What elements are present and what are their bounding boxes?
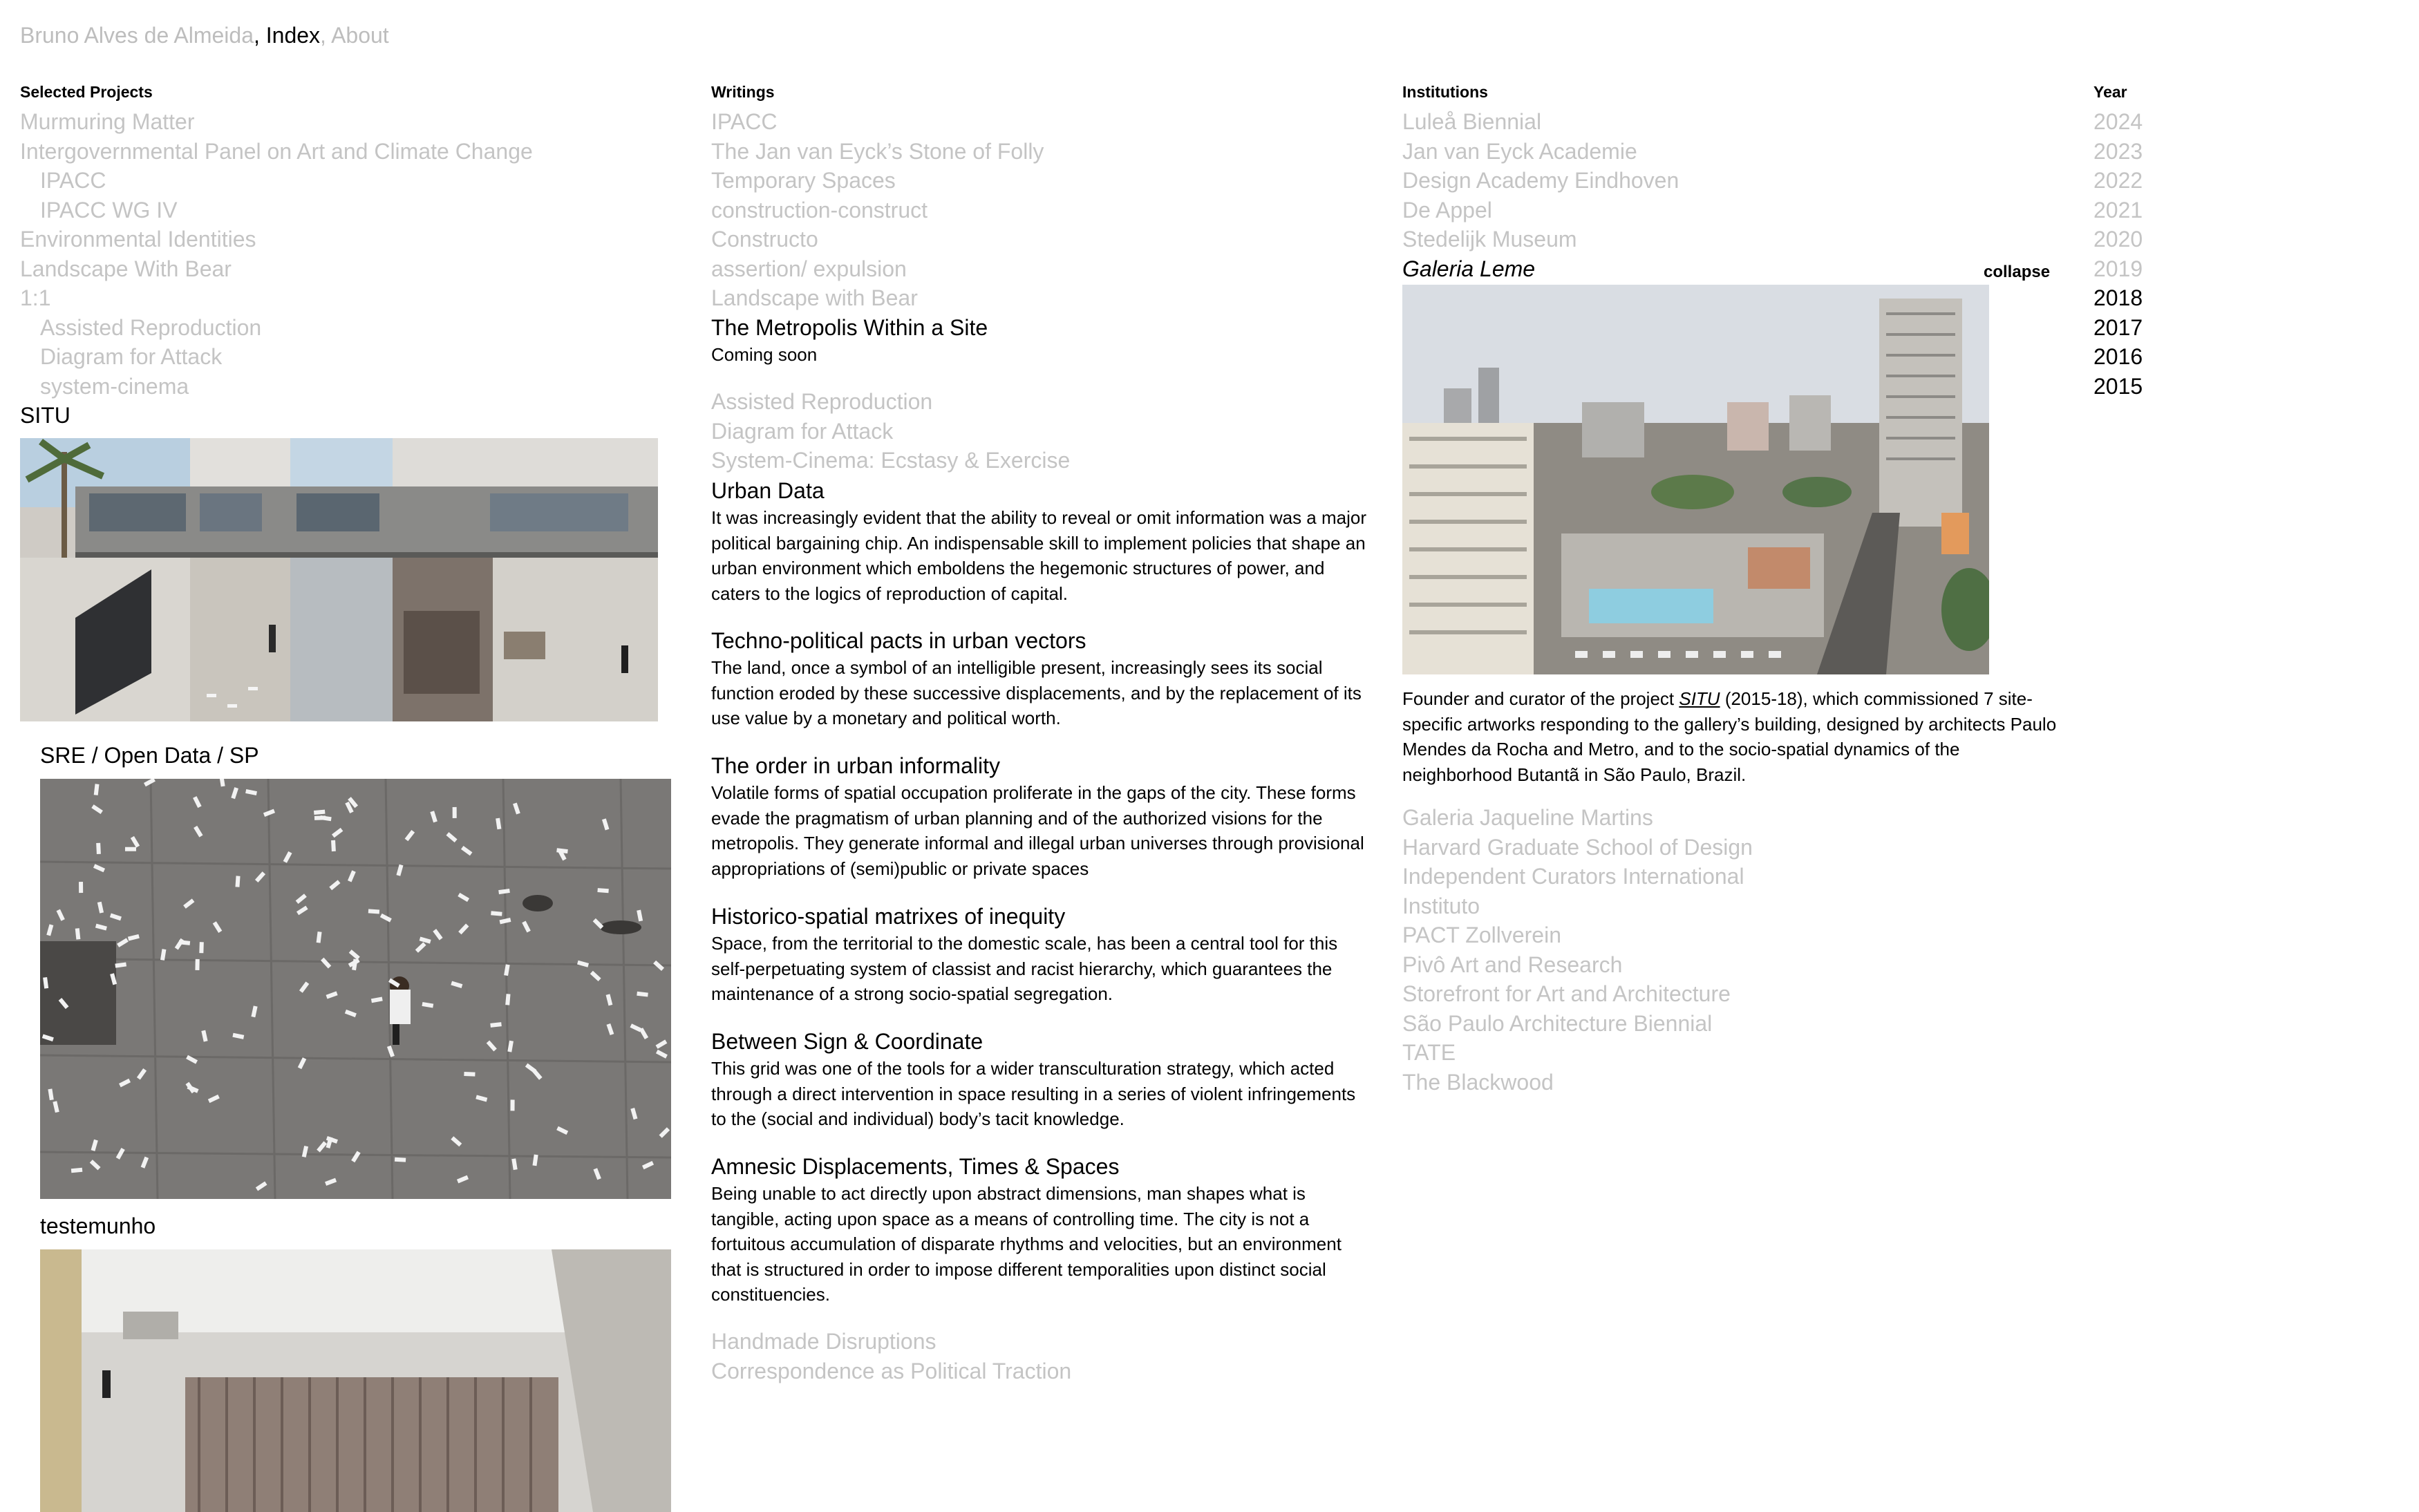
year-item[interactable]: 2024: [2093, 109, 2143, 134]
project-item[interactable]: system-cinema: [40, 373, 189, 399]
section-body: Being unable to act directly upon abstract dimensions, man shapes what is tangible, acting upon space as a means of controlling time. The city is not a fortuitous accumulation of disparate rhythms and velocities, but an environment that is structured in order to impose different temporalities upon distinct social constituencies.: [711, 1183, 1342, 1305]
institution-item[interactable]: Harvard Graduate School of Design: [1402, 834, 1753, 860]
section-title: Techno-political pacts in urban vectors: [711, 628, 1086, 653]
project-item[interactable]: Intergovernmental Panel on Art and Climate Change: [20, 138, 533, 164]
institution-item-active[interactable]: Galeria Leme: [1402, 256, 1536, 281]
year-item-active[interactable]: 2018: [2093, 285, 2143, 310]
year-list: [2093, 107, 2143, 401]
year-item[interactable]: 2022: [2093, 168, 2143, 193]
project-item[interactable]: Murmuring Matter: [20, 109, 195, 134]
institution-item[interactable]: Jan van Eyck Academie: [1402, 138, 1637, 164]
writing-item[interactable]: Temporary Spaces: [711, 168, 896, 193]
writing-item[interactable]: IPACC: [711, 109, 778, 134]
sre-image[interactable]: [40, 779, 671, 1199]
project-item[interactable]: Assisted Reproduction: [40, 314, 262, 340]
writings-list-middle: [711, 387, 1070, 475]
writing-item[interactable]: Landscape with Bear: [711, 285, 918, 310]
project-item[interactable]: Landscape With Bear: [20, 256, 232, 281]
section-body: The land, once a symbol of an intelligible present, increasingly sees its social function eroded by these successive displacements, and by the replacement of its use value by a monetary and political worth.: [711, 657, 1362, 728]
institution-item[interactable]: Luleå Biennial: [1402, 109, 1542, 134]
institution-caption: [1402, 686, 2059, 787]
nav-index[interactable]: Index: [265, 23, 321, 48]
situ-link[interactable]: SITU: [1679, 688, 1720, 709]
top-nav: [20, 23, 389, 48]
nav-about[interactable]: About: [331, 23, 389, 48]
year-item-active[interactable]: 2017: [2093, 314, 2143, 340]
institutions-list-top: [1402, 107, 1679, 283]
institutions-list-bottom: [1402, 803, 1753, 1097]
section-body: This grid was one of the tools for a wider transculturation strategy, which acted through a direct intervention in space resulting in a series of violent infringements to the (social and individual) body’s tacit knowledge.: [711, 1058, 1356, 1129]
institution-item[interactable]: São Paulo Architecture Biennial: [1402, 1010, 1713, 1036]
caption-text-post: (2015-18), which commissioned 7 site-specific artworks responding to the gallery’s building, designed by architects Paulo Mendes da Rocha and Metro, and to the socio-spatial dynamics of the neighborhood Butantã in São Paulo, Brazil.: [1402, 688, 2057, 785]
year-item[interactable]: 2020: [2093, 227, 2143, 252]
nav-name[interactable]: Bruno Alves de Almeida: [20, 23, 254, 48]
section-body: Volatile forms of spatial occupation proliferate in the gaps of the city. These forms evade the pragmatism of urban planning and of the authorized visions for the metropolis. They generate informal and illegal urban universes through provisional appropriations of (semi)public or private spaces: [711, 782, 1364, 879]
project-sub-sre[interactable]: SRE / Open Data / SP: [40, 743, 259, 768]
project-item[interactable]: 1:1: [20, 285, 51, 310]
writing-item[interactable]: System-Cinema: Ecstasy & Exercise: [711, 448, 1071, 473]
project-item[interactable]: Environmental Identities: [20, 227, 256, 252]
projects-list: [20, 107, 533, 431]
institution-item[interactable]: PACT Zollverein: [1402, 923, 1561, 947]
nav-separator-2: ,: [320, 23, 326, 48]
institution-item[interactable]: Design Academy Eindhoven: [1402, 168, 1679, 193]
year-item[interactable]: 2019: [2093, 256, 2143, 281]
institution-item[interactable]: Instituto: [1402, 893, 1480, 918]
writing-item[interactable]: assertion/ expulsion: [711, 256, 907, 281]
column-header-writings: Writings: [711, 83, 775, 101]
institution-item[interactable]: Pivô Art and Research: [1402, 952, 1623, 977]
institution-item[interactable]: De Appel: [1402, 197, 1492, 223]
year-item[interactable]: 2021: [2093, 197, 2143, 223]
collapse-button[interactable]: collapse: [1984, 263, 2051, 281]
institution-item[interactable]: Galeria Jaqueline Martins: [1402, 805, 1653, 830]
coming-soon-text: Coming soon: [711, 344, 818, 365]
galeria-leme-image[interactable]: [1402, 285, 1989, 674]
writing-item[interactable]: Handmade Disruptions: [711, 1329, 936, 1354]
project-item-situ[interactable]: SITU: [20, 403, 70, 428]
institution-item[interactable]: The Blackwood: [1402, 1069, 1554, 1095]
nav-separator: ,: [253, 23, 260, 48]
writings-list-top: [711, 107, 1044, 342]
institution-item[interactable]: Stedelijk Museum: [1402, 227, 1577, 252]
project-item[interactable]: Diagram for Attack: [40, 344, 223, 369]
writings-list-bottom: [711, 1327, 1071, 1386]
section-title: Urban Data: [711, 478, 825, 503]
year-item-active[interactable]: 2015: [2093, 373, 2143, 399]
writing-item-active[interactable]: The Metropolis Within a Site: [711, 314, 988, 340]
year-item[interactable]: 2023: [2093, 138, 2143, 164]
section-body: It was increasingly evident that the ability to reveal or omit information was a major political bargaining chip. An indispensable skill to implement policies that shape an urban environment which emboldens the hegemonic structures of power, and caters to the logics of reproduction of capital.: [711, 507, 1366, 604]
section-title: The order in urban informality: [711, 753, 1000, 778]
caption-text-pre: Founder and curator of the project: [1402, 688, 1679, 709]
year-item-active[interactable]: 2016: [2093, 344, 2143, 369]
project-sub-testemunho[interactable]: testemunho: [40, 1213, 156, 1238]
writing-item[interactable]: Assisted Reproduction: [711, 389, 933, 414]
institution-item[interactable]: TATE: [1402, 1040, 1456, 1065]
column-header-year: Year: [2093, 83, 2127, 101]
writing-item[interactable]: Constructo: [711, 227, 818, 252]
situ-image[interactable]: [20, 438, 658, 721]
writing-item[interactable]: construction-construct: [711, 197, 928, 223]
section-title: Amnesic Displacements, Times & Spaces: [711, 1154, 1120, 1179]
institution-item[interactable]: Independent Curators International: [1402, 864, 1744, 889]
project-item[interactable]: IPACC WG IV: [40, 197, 178, 223]
column-header-projects: Selected Projects: [20, 83, 153, 101]
institution-item[interactable]: Storefront for Art and Architecture: [1402, 981, 1731, 1006]
writing-item[interactable]: The Jan van Eyck’s Stone of Folly: [711, 138, 1044, 164]
section-title: Historico-spatial matrixes of inequity: [711, 904, 1066, 929]
section-body: Space, from the territorial to the domestic scale, has been a central tool for this self-perpetuating system of classist and racist hierarchy, which guarantees the maintenance of a strong socio-spatial segregation.: [711, 933, 1338, 1004]
project-item[interactable]: IPACC: [40, 168, 106, 193]
column-header-institutions: Institutions: [1402, 83, 1488, 101]
testemunho-image[interactable]: [40, 1249, 671, 1512]
section-title: Between Sign & Coordinate: [711, 1029, 983, 1054]
writing-item[interactable]: Correspondence as Political Traction: [711, 1358, 1072, 1383]
writing-item[interactable]: Diagram for Attack: [711, 418, 894, 444]
